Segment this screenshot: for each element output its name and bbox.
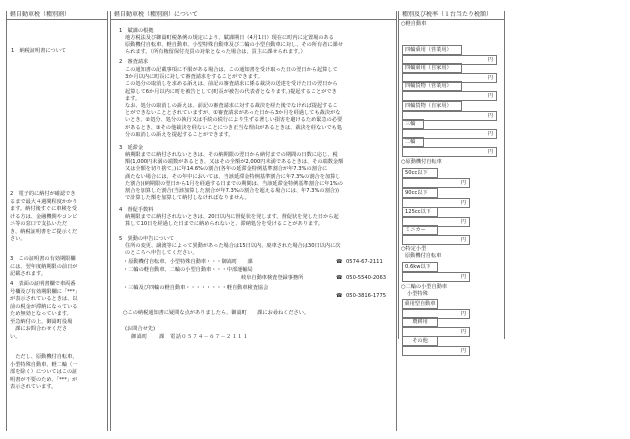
rate-value: 円 [402,178,470,188]
rate-label: 125cc以下 [402,207,438,217]
contact-title: (お問合せ先) [125,326,155,332]
section1-body: 地方税法及び御嵩町税条例の規定により、賦課期日（4月1日）現在に町内に定置場のある 原動機付自転車、軽自動車、小型特殊自動車及び二輪の小型自動車に対し、その所有者に課せ られます。（所有権留保付売買の対象となった場合は、買主に課せられます。） [125,35,343,56]
rate-label: 二輪 [402,137,424,147]
rate-label: 90cc以下 [402,188,438,198]
right-column-header: 種別及び税率（１台当たり税額） [399,11,504,20]
special-moped-title: ○特定小型 [401,246,427,252]
office-kei: ・三輪及び四輪の軽自動車・・・・・・・・軽自動車検査協会 [123,285,269,291]
rate-label: 0.6kw以下 [402,262,438,272]
rate-value: 円 [402,272,470,282]
rate-label: 三輪 [402,119,424,129]
office-kei-phone: 050-3816-1775 [346,293,387,299]
rate-value: 円 [402,217,470,227]
middle-column [110,11,397,431]
note-text: ただし、原動機付自転車、 小型特殊自動車、軽二輪（一 部を除く）についてはこの証 明書が不要のため、「***」が 表示されています。 [10,354,78,390]
rate-label: 50cc以下 [402,168,438,178]
section1-title: 1 賦課の根拠 [119,28,154,34]
office-two-wheel: ・二輪の軽自動車、二輪の小型自動車・・・中部運輸局 [123,267,253,273]
rate-label: その他 [402,336,438,346]
left-column [6,11,108,431]
small-two-wheel-title: ○二輪の小型自動車 [401,284,448,290]
kei-title: ○軽自動車 [401,21,427,27]
section4-body: 納期限までに納付されないときは、20日以内に督促状を発します。督促状を発した日から起 算して10日を経過した日までに納められないと、滞納処分を受けることがあります。 [125,214,339,228]
item4-text: 4 表面の証明書欄で車両番 号欄及び有効期限欄に「***」 が表示されているときは、以 前の税金が滞納になっている ため無効となっています。 至急納付の上，御嵩町役場 課にお問合わせくださ い。 [10,281,81,340]
rate-value: 円 [402,129,497,139]
rate-value: 円 [402,309,470,319]
rate-label: 四輪乗用（自家用） [402,63,462,73]
item1-text: 1 納税証明書について [11,48,67,54]
phone-icon: ☎ [336,275,343,281]
phone-icon: ☎ [336,259,343,265]
phone-icon: ☎ [336,293,343,299]
office-two-wheel-sub: 岐阜自動車検査登録事務所 [241,275,304,281]
rate-value: 円 [402,55,497,65]
office-moped: ・原動機付自転車、小型特殊自動車・・・御嵩町 課 [123,259,253,265]
rate-value: 円 [402,147,497,157]
rate-value: 円 [402,198,470,208]
rate-label: 四輪貨物（営業用） [402,81,462,91]
rate-value: 円 [402,346,470,356]
rate-value: 円 [402,73,497,83]
section2-title: 2 審査請求 [119,59,149,65]
rate-label: 農耕用 [402,317,438,327]
rate-value: 円 [402,111,497,121]
rate-label: 四輪貨物（自家用） [402,101,462,111]
rate-value: 円 [402,235,470,245]
office-moped-phone: 0574-67-2111 [346,259,383,265]
item3-text: 3 この証明書の有効期限欄 には、翌年度納期限の前日が 記載されます。 [10,256,78,277]
section3-body: 納期限までに納付されないときは、その納期限の翌日から納付までの期間の日数に応じ、税 額(1,000円未満の端数があるとき、又はその全額が2,000円未満であるときは、その端数金額 又は全額を切り捨て。)に年14.6%の割合(各年の延滞金特例基準割合が年7.3%の割合に 満たない場合には、その年中においては、当該延滞金特例基準割合に年7.3%の割合を加算し た割合)(納期限の翌日から1月を経過する日までの期間は、当該延滞金特例基準割合に年1%の 割合を加算した割合(当該加算した割合が年7.3%の割合を超える場合には、年7.3%の割合)) で計算した額を加算して納付しなければなりません。 [125,152,344,202]
office-two-wheel-phone: 050-5540-2063 [346,275,387,281]
section4-title: 4 督促手数料 [119,207,154,213]
section5-title: 5 異動の申告について [119,236,175,242]
left-column-header: 軽自動車税（種別割） [7,11,107,20]
section5-body: 住所の変更、譲渡等によって異動があった場合は15日以内、廃車された場合は30日以内に次 のところへ申告してください。 [125,243,341,257]
right-column [398,11,505,354]
contact-line: 御嵩町 課 電話０５７４－６７－２１１１ [131,334,249,340]
small-special-title: 小型特殊 [407,291,428,297]
rate-label: 四輪乗用（営業用） [402,45,462,55]
rate-value: 円 [402,91,497,101]
special-moped-subtitle: 原動機付自転車 [405,253,442,259]
section3-title: 3 延滞金 [119,145,144,151]
item2-text: 2 電子的に納付が確認でき るまで最大４週間程度かかり ます。納付後すぐに車検を受 ける方は、金融機関やコンビ ニ等の窓口で支払いただ き、納税証明書をご提示くだ さい。 [10,191,78,242]
moped-title: ○原動機付自転車 [401,159,442,165]
rate-value: 円 [402,327,470,337]
rate-label: 乗用型自動車 [402,299,438,309]
section2-body: この通知書の記載事項に不服がある場合は、この通知書を受け取った日の翌日から起算して 3か月以内に町長に対して審査請求をすることができます。 この処分の取消しを求める訴えは、前記の審査請求に係る裁決の送達を受けた日の翌日から 起算して6か月以内に町を被告として(町長が被告の代表者となります。)提起することができ ます。 なお、処分の取消しの訴えは、前記の審査請求に対する裁決を経た後でなければ提起するこ とができないこととされていますが、①審査請求があった日から3か月を経過しても裁決がな いとき、②処分、処分の執行又は手続の続行により生ずる著しい損害を避けるため緊急の必要 があるとき、③その他裁決を経ないことにつき正当な理由があるときは、裁決を経ないでも処 分の取消しの訴えを提起することができます。 [125,67,343,138]
rate-label: ミニカー [402,225,438,235]
middle-column-header: 軽自動車税（種別割）について [111,11,396,20]
closing-note: ○この納税通知書に疑問な点がありましたら、御嵩町 課にお尋ねください。 [123,310,310,316]
